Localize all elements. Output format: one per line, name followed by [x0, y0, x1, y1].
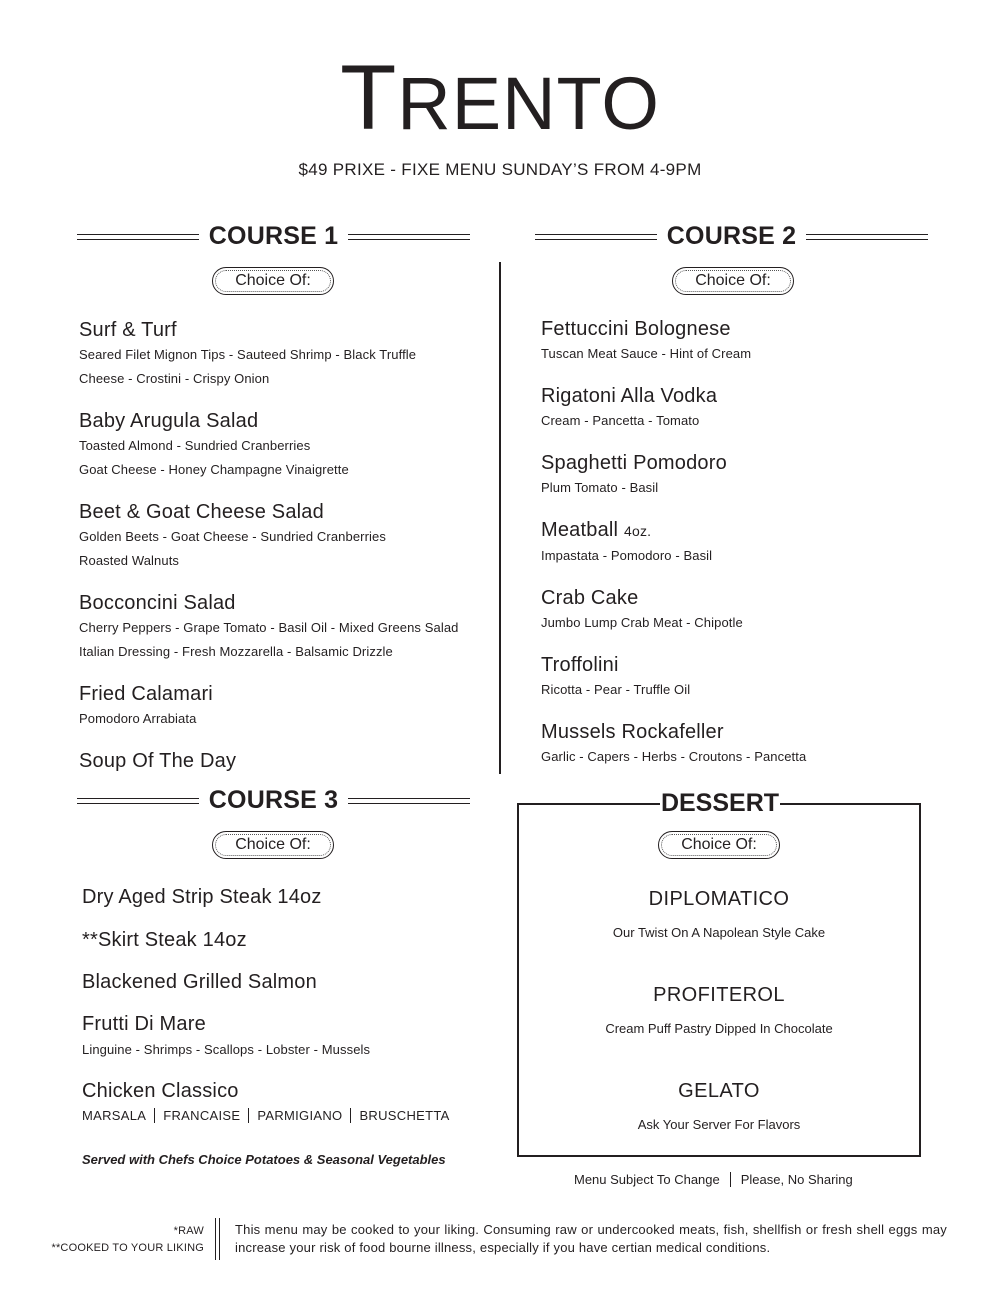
- menu-notes: [574, 1172, 863, 1187]
- item-desc: Italian Dressing - Fresh Mozzarella - Balsamic Drizzle: [79, 644, 393, 659]
- dessert-desc: Ask Your Server For Flavors: [637, 1117, 801, 1132]
- course3-title: COURSE 3: [208, 786, 339, 814]
- item-name: Spaghetti Pomodoro: [541, 452, 727, 474]
- item-desc: Impastata - Pomodoro - Basil: [541, 548, 713, 563]
- title-rest: RENTO: [397, 62, 660, 145]
- course3-item: **Skirt Steak 14oz: [82, 929, 247, 951]
- header-rule: [348, 234, 470, 240]
- restaurant-title: [0, 47, 1000, 149]
- item-desc: Roasted Walnuts: [79, 553, 180, 568]
- dessert-choice-badge: [658, 831, 780, 859]
- item-size: 4oz.: [623, 523, 652, 539]
- dessert-item: [519, 984, 919, 1036]
- chicken-options: [82, 1108, 458, 1123]
- header-rule: [535, 234, 657, 240]
- item-desc: Cherry Peppers - Grape Tomato - Basil Oil - Mixed Greens Salad: [79, 620, 459, 635]
- item-desc: Garlic - Capers - Herbs - Croutons - Pancetta: [541, 749, 807, 764]
- list-item: [79, 590, 494, 664]
- choice-label: Choice Of:: [235, 836, 311, 853]
- item-name-text: Meatball: [541, 519, 619, 541]
- footer-legend: [40, 1223, 204, 1257]
- column-divider: [499, 262, 501, 774]
- item-name: Soup Of The Day: [79, 750, 237, 772]
- chicken-option: MARSALA: [82, 1108, 147, 1123]
- item-desc: Goat Cheese - Honey Champagne Vinaigrette: [79, 462, 349, 477]
- list-item: [79, 748, 494, 774]
- change-note: Menu Subject To Change: [574, 1172, 720, 1187]
- dessert-item: [519, 1080, 919, 1132]
- course1-header: [77, 222, 470, 251]
- course3-header: [77, 786, 470, 815]
- header-rule: [77, 798, 199, 804]
- item-name: Baby Arugula Salad: [79, 410, 259, 432]
- course3-item: Frutti Di Mare: [82, 1013, 206, 1035]
- footer-divider: [215, 1218, 220, 1260]
- list-item: [541, 450, 931, 500]
- chicken-option: PARMIGIANO: [248, 1108, 350, 1123]
- course1-choice-badge: [212, 267, 334, 295]
- list-item: [79, 317, 494, 391]
- choice-label: Choice Of:: [235, 272, 311, 289]
- served-note: Served with Chefs Choice Potatoes & Seasonal Vegetables: [82, 1152, 446, 1167]
- item-name: Rigatoni Alla Vodka: [541, 385, 718, 407]
- dessert-name: DIPLOMATICO: [648, 888, 790, 910]
- course2-list: [541, 316, 931, 769]
- item-desc: Cream - Pancetta - Tomato: [541, 413, 700, 428]
- item-name: Crab Cake: [541, 587, 639, 609]
- list-item: [541, 383, 931, 433]
- item-name: Beet & Goat Cheese Salad: [79, 501, 324, 523]
- dessert-name: GELATO: [678, 1080, 760, 1102]
- item-name: Troffolini: [541, 654, 619, 676]
- course2-header: [535, 222, 928, 251]
- list-item: [79, 499, 494, 573]
- sharing-note: Please, No Sharing: [730, 1172, 863, 1187]
- course3-item: Blackened Grilled Salmon: [82, 971, 317, 993]
- course1-title: COURSE 1: [208, 222, 339, 250]
- header-rule: [806, 234, 928, 240]
- course3-choice-badge: [212, 831, 334, 859]
- title-initial: T: [340, 47, 398, 149]
- item-name: Fettuccini Bolognese: [541, 318, 731, 340]
- list-item: [541, 585, 931, 635]
- cooked-legend: **COOKED TO YOUR LIKING: [51, 1242, 204, 1254]
- menu-subtitle: $49 PRIXE - FIXE MENU SUNDAY’S FROM 4-9PM: [298, 160, 702, 179]
- item-desc: Seared Filet Mignon Tips - Sauteed Shrimp - Black Truffle: [79, 347, 417, 362]
- choice-label: Choice Of:: [681, 836, 757, 853]
- dessert-desc: Our Twist On A Napolean Style Cake: [612, 925, 826, 940]
- item-desc: Tuscan Meat Sauce - Hint of Cream: [541, 346, 752, 361]
- footer-disclaimer: This menu may be cooked to your liking. Consuming raw or undercooked meats, fish, shellfish or fresh shell eggs may increase your risk of food bourne illness, especially if you have certian medical conditions.: [235, 1222, 947, 1255]
- choice-label: Choice Of:: [695, 272, 771, 289]
- item-desc: Cheese - Crostini - Crispy Onion: [79, 371, 270, 386]
- item-desc: Golden Beets - Goat Cheese - Sundried Cranberries: [79, 529, 386, 544]
- item-desc: Pomodoro Arrabiata: [79, 711, 197, 726]
- item-desc: Plum Tomato - Basil: [541, 480, 659, 495]
- course2-title: COURSE 2: [666, 222, 797, 250]
- course3-item: Dry Aged Strip Steak 14oz: [82, 886, 322, 908]
- list-item: [541, 316, 931, 366]
- item-name: Surf & Turf: [79, 319, 177, 341]
- item-desc: Jumbo Lump Crab Meat - Chipotle: [541, 615, 743, 630]
- dessert-name: PROFITEROL: [653, 984, 785, 1006]
- list-item: [79, 408, 494, 482]
- item-name: Mussels Rockafeller: [541, 721, 724, 743]
- header-rule: [77, 234, 199, 240]
- list-item: [79, 681, 494, 731]
- item-name: Bocconcini Salad: [79, 592, 236, 614]
- header-rule: [348, 798, 470, 804]
- chicken-option: BRUSCHETTA: [350, 1108, 457, 1123]
- dessert-desc: Cream Puff Pastry Dipped In Chocolate: [605, 1021, 833, 1036]
- course2-choice-badge: [672, 267, 794, 295]
- raw-legend: *RAW: [173, 1225, 204, 1237]
- course3-item: Chicken Classico: [82, 1080, 239, 1102]
- item-name: Fried Calamari: [79, 683, 213, 705]
- list-item: [541, 719, 931, 769]
- item-desc: Ricotta - Pear - Truffle Oil: [541, 682, 691, 697]
- item-desc: Toasted Almond - Sundried Cranberries: [79, 438, 311, 453]
- dessert-title: DESSERT: [660, 789, 780, 817]
- dessert-item: [519, 888, 919, 940]
- list-item: [541, 652, 931, 702]
- course1-list: [79, 317, 494, 774]
- list-item: [541, 517, 931, 568]
- item-name: [541, 517, 931, 544]
- chicken-option: FRANCAISE: [154, 1108, 248, 1123]
- course3-item-desc: Linguine - Shrimps - Scallops - Lobster - Mussels: [82, 1042, 371, 1057]
